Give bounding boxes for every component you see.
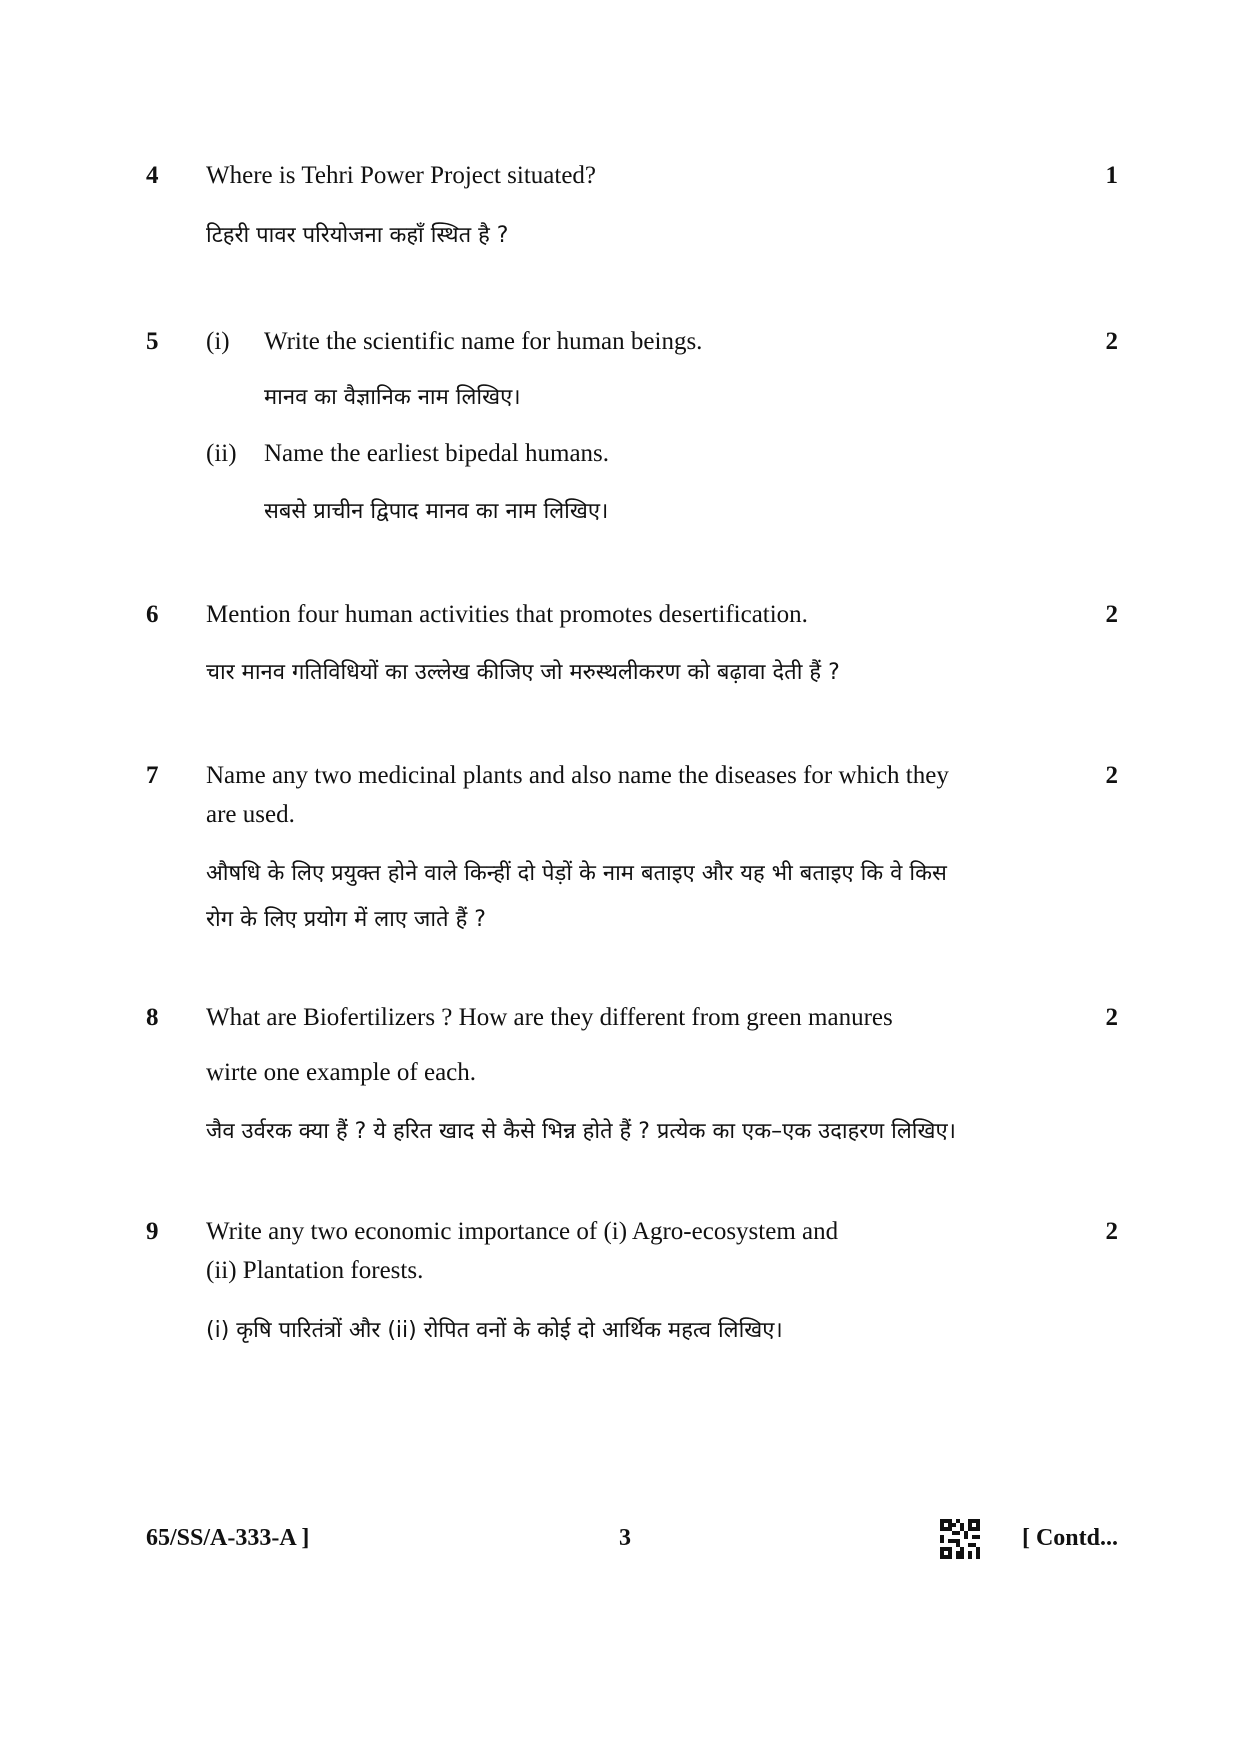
question-text-en: Where is Tehri Power Project situated? <box>206 162 597 189</box>
question-number: 6 <box>146 601 159 628</box>
question-text-hi: (i) कृषि पारितंत्रों और (ii) रोपित वनों के कोई दो आर्थिक महत्व लिखिए। <box>206 1318 783 1343</box>
sub-part-text-hi: सबसे प्राचीन द्विपाद मानव का नाम लिखिए। <box>264 499 609 524</box>
question-text-en-line2: are used. <box>206 801 295 828</box>
question-text-en: Mention four human activities that promotes desertification. <box>206 601 808 628</box>
question-text-hi-line2: रोग के लिए प्रयोग में लाए जाते हैं ? <box>206 907 486 932</box>
page-number: 3 <box>619 1525 631 1551</box>
question-marks: 2 <box>1105 1218 1118 1245</box>
question-marks: 2 <box>1105 762 1118 789</box>
question-text-hi: जैव उर्वरक क्या हैं ? ये हरित खाद से कैसे भिन्न होते हैं ? प्रत्येक का एक–एक उदाहरण लिखिए। <box>206 1119 956 1144</box>
sub-part-text-hi: मानव का वैज्ञानिक नाम लिखिए। <box>264 385 521 410</box>
sub-part-text-en: Name the earliest bipedal humans. <box>264 440 610 467</box>
sub-part-label: (i) <box>206 328 230 355</box>
question-marks: 2 <box>1105 328 1118 355</box>
question-number: 7 <box>146 762 159 789</box>
question-number: 9 <box>146 1218 159 1245</box>
question-marks: 2 <box>1105 1004 1118 1031</box>
question-text-en-line2: wirte one example of each. <box>206 1059 477 1086</box>
question-text-en-line2: (ii) Plantation forests. <box>206 1257 424 1284</box>
question-number: 4 <box>146 162 159 189</box>
paper-code: 65/SS/A-333-A ] <box>146 1525 310 1551</box>
question-text-en-line1: What are Biofertilizers ? How are they different from green manures <box>206 1004 893 1031</box>
question-number: 8 <box>146 1004 159 1031</box>
sub-part-text-en: Write the scientific name for human beings. <box>264 328 703 355</box>
continued-marker: [ Contd... <box>1021 1525 1118 1551</box>
question-text-hi: टिहरी पावर परियोजना कहाँ स्थित है ? <box>206 223 509 248</box>
qr-code-icon <box>940 1519 980 1559</box>
question-text-en-line1: Name any two medicinal plants and also name the diseases for which they <box>206 762 949 789</box>
question-text-hi-line1: औषधि के लिए प्रयुक्त होने वाले किन्हीं दो पेड़ों के नाम बताइए और यह भी बताइए कि वे किस <box>206 861 947 886</box>
question-marks: 2 <box>1105 601 1118 628</box>
question-text-hi: चार मानव गतिविधियों का उल्लेख कीजिए जो मरुस्थलीकरण को बढ़ावा देती हैं ? <box>206 660 840 685</box>
question-text-en-line1: Write any two economic importance of (i) Agro-ecosystem and <box>206 1218 839 1245</box>
sub-part-label: (ii) <box>206 440 237 467</box>
question-number: 5 <box>146 328 159 355</box>
question-marks: 1 <box>1105 162 1118 189</box>
